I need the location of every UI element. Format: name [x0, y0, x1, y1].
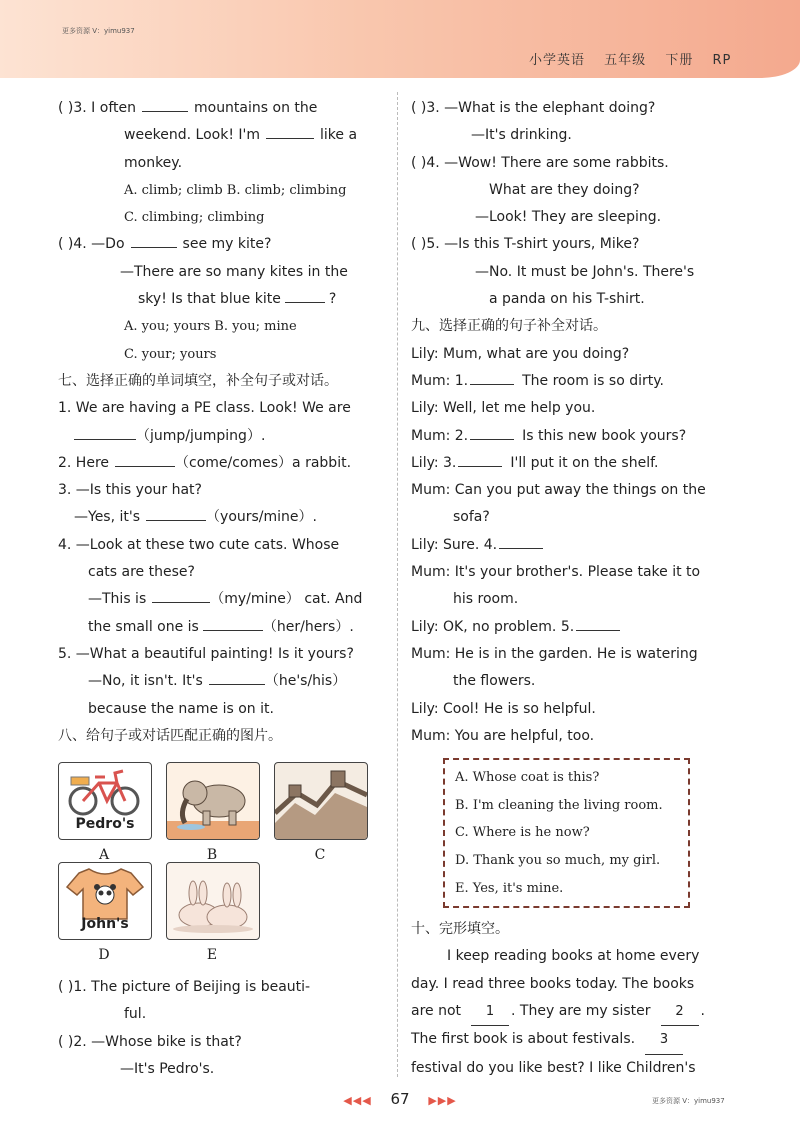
- section10-title: 十、完形填空。: [411, 921, 509, 938]
- dialog-11: Lily: Cool! He is so helpful.: [411, 700, 596, 717]
- q3-line2: weekend. Look! I'm like a: [58, 122, 370, 149]
- s7-4-line4: the small one is （her/hers）.: [58, 614, 370, 641]
- term: 下册: [665, 53, 694, 68]
- q3-line3: monkey.: [124, 154, 183, 171]
- s7-3-line2: —Yes, it's （yours/mine）.: [58, 504, 370, 531]
- passage-line3: are not 1 . They are my sister 2 .: [411, 998, 717, 1026]
- edition: RP: [712, 53, 732, 68]
- option-d: D. Thank you so much, my girl.: [455, 852, 661, 868]
- letter-e: E: [206, 947, 218, 964]
- match-4-line1: ( )4. —Wow! There are some rabbits.: [411, 154, 669, 171]
- s7-5-line1: 5. —What a beautiful painting! Is it yours?: [58, 645, 354, 662]
- match-5-line2: —No. It must be John's. There's: [475, 263, 695, 280]
- match-1-line2: ful.: [124, 1006, 147, 1023]
- dialog-10-line2: the flowers.: [453, 673, 536, 690]
- passage-line2: day. I read three books today. The books: [411, 975, 695, 992]
- left-column: [58, 95, 370, 1083]
- dialog-10-line1: Mum: He is in the garden. He is watering: [411, 645, 698, 662]
- rabbits-icon: [167, 863, 259, 939]
- next-arrows-icon: ▶▶▶: [428, 1094, 457, 1107]
- picture-b-elephant: [166, 762, 260, 840]
- picture-d-tshirt: [58, 862, 152, 940]
- match-4-line3: —Look! They are sleeping.: [475, 209, 662, 226]
- q3-options-c: C. climbing; climbing: [124, 210, 265, 226]
- dialog-2: Mum: 1. The room is so dirty.: [411, 368, 717, 395]
- match-3-line2: —It's drinking.: [471, 127, 572, 144]
- q4-line3: sky! Is that blue kite ?: [58, 286, 370, 313]
- dialog-3: Lily: Well, let me help you.: [411, 400, 596, 417]
- dialog-7: Lily: Sure. 4.: [411, 532, 717, 559]
- option-a: A. Whose coat is this?: [455, 770, 600, 786]
- dialog-5: Lily: 3. I'll put it on the shelf.: [411, 450, 717, 477]
- letter-b: B: [206, 847, 218, 864]
- section7-title: 七、选择正确的单词填空，补全句子或对话。: [58, 372, 338, 389]
- match-5-line3: a panda on his T-shirt.: [489, 291, 645, 308]
- dialog-1: Lily: Mum, what are you doing?: [411, 345, 630, 362]
- match-4-line2: What are they doing?: [489, 181, 640, 198]
- grade: 五年级: [604, 53, 647, 68]
- passage-line4: The first book is about festivals. 3: [411, 1026, 717, 1054]
- blank-1: 1: [471, 998, 509, 1026]
- section8-title: 八、给句子或对话匹配正确的图片。: [58, 727, 282, 744]
- prev-arrows-icon: ◀◀◀: [343, 1094, 372, 1107]
- match-1-line1: ( )1. The picture of Beijing is beauti-: [58, 979, 311, 996]
- dialog-8-line1: Mum: It's your brother's. Please take it to: [411, 564, 701, 581]
- s7-3-line1: 3. —Is this your hat?: [58, 482, 202, 499]
- s7-5-line3: because the name is on it.: [88, 700, 274, 717]
- match-3-line1: ( )3. —What is the elephant doing?: [411, 100, 656, 116]
- watermark-bottom: 更多资源 V：yimu937: [652, 1097, 725, 1105]
- options-box: [443, 758, 690, 908]
- q4-line2: —There are so many kites in the: [120, 263, 348, 280]
- dialog-4: Mum: 2. Is this new book yours?: [411, 423, 717, 450]
- letter-a: A: [98, 847, 110, 864]
- picture-d-label: John's: [81, 915, 129, 932]
- passage-line1: I keep reading books at home every: [447, 948, 700, 965]
- picture-c-great-wall: [274, 762, 368, 840]
- s7-4-line1: 4. —Look at these two cute cats. Whose: [58, 536, 340, 553]
- s7-4-line3: —This is （my/mine） cat. And: [58, 586, 370, 613]
- dialog-8-line2: his room.: [453, 591, 519, 608]
- picture-e-rabbits: [166, 862, 260, 940]
- picture-a-label: Pedro's: [75, 815, 135, 832]
- q4-line1: ( )4. —Do see my kite?: [58, 231, 370, 258]
- page-number: 67: [390, 1090, 410, 1108]
- s7-1-line1: 1. We are having a PE class. Look! We are: [58, 400, 351, 417]
- letter-c: C: [314, 847, 326, 864]
- q4-options-c: C. your; yours: [124, 346, 217, 362]
- option-b: B. I'm cleaning the living room.: [455, 797, 663, 813]
- q3-options-ab: A. climb; climb B. climb; climbing: [124, 182, 347, 198]
- column-divider: [397, 92, 398, 1077]
- picture-grid: [58, 750, 370, 974]
- s7-1-line2: （jump/jumping）.: [58, 423, 370, 450]
- book-info: [529, 49, 745, 68]
- option-c: C. Where is he now?: [455, 825, 590, 841]
- elephant-icon: [167, 763, 259, 839]
- s7-5-line2: —No, it isn't. It's （he's/his）: [58, 668, 370, 695]
- blank-2: 2: [661, 998, 699, 1026]
- section9-title: 九、选择正确的句子补全对话。: [411, 318, 607, 335]
- letter-d: D: [98, 947, 110, 964]
- q3-line1: ( )3. I often mountains on the: [58, 95, 370, 122]
- subject: 小学英语: [529, 53, 586, 68]
- dialog-6-line2: sofa?: [453, 509, 490, 526]
- option-e: E. Yes, it's mine.: [455, 880, 564, 896]
- great-wall-icon: [275, 763, 367, 839]
- passage-line5: festival do you like best? I like Children's: [411, 1059, 696, 1076]
- s7-4-line2: cats are these?: [88, 564, 195, 581]
- dialog-12: Mum: You are helpful, too.: [411, 727, 595, 744]
- match-5-line1: ( )5. —Is this T-shirt yours, Mike?: [411, 236, 640, 253]
- right-column: [411, 95, 717, 1082]
- q4-options-ab: A. you; yours B. you; mine: [124, 319, 297, 335]
- dialog-9: Lily: OK, no problem. 5.: [411, 614, 717, 641]
- s7-2: 2. Here （come/comes）a rabbit.: [58, 450, 370, 477]
- dialog-6-line1: Mum: Can you put away the things on the: [411, 482, 706, 499]
- watermark-top: 更多资源 V：yimu937: [62, 27, 135, 35]
- match-2-line2: —It's Pedro's.: [120, 1061, 215, 1078]
- match-2-line1: ( )2. —Whose bike is that?: [58, 1033, 242, 1050]
- blank-3: 3: [645, 1026, 683, 1054]
- picture-a-bike: [58, 762, 152, 840]
